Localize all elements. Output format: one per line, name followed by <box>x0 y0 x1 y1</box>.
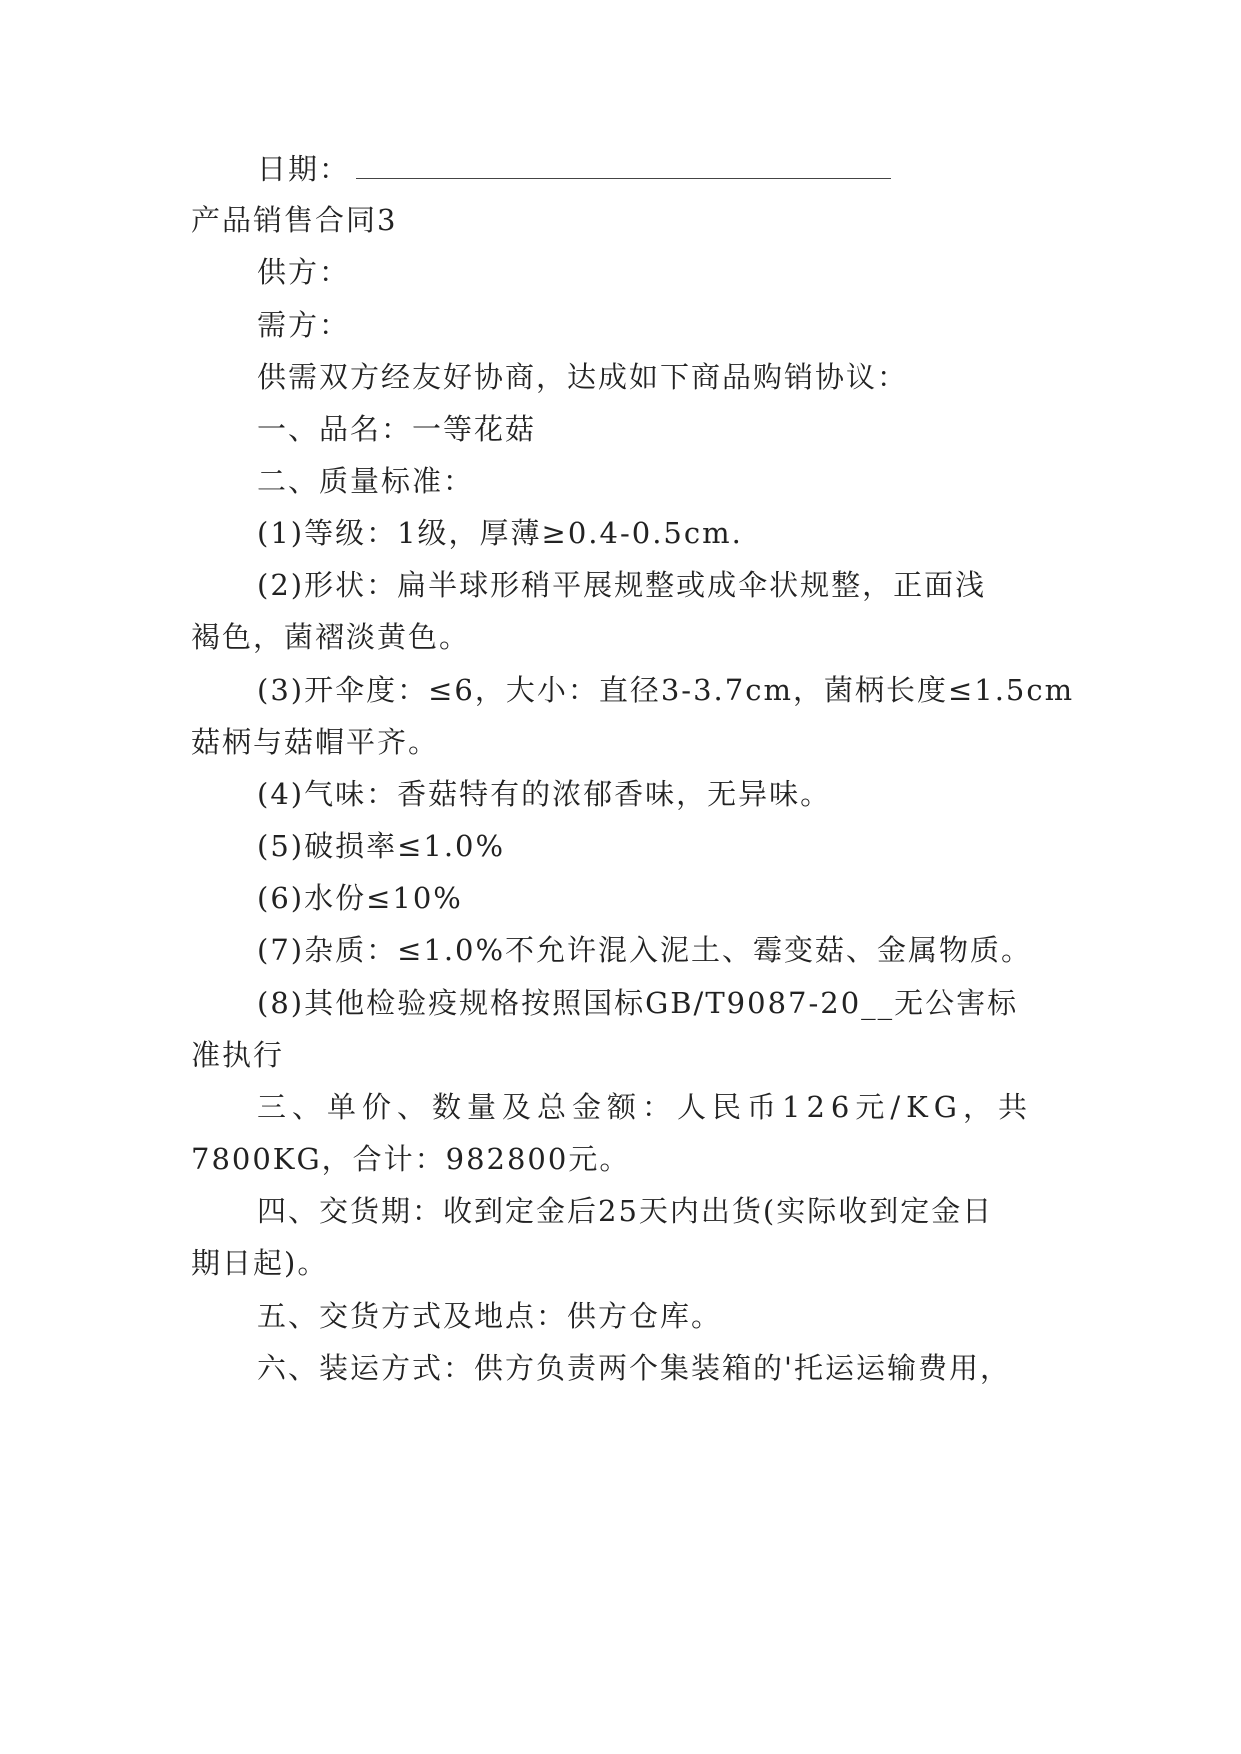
quality-standard-heading: 二、质量标准： <box>257 464 475 498</box>
price-quantity-line1: 三、单价、数量及总金额：人民币126元/KG，共 <box>257 1090 1033 1124</box>
buyer-line: 需方： <box>257 308 351 342</box>
supplier-line: 供方： <box>257 255 351 289</box>
quality-item-2-line2: 褐色，菌褶淡黄色。 <box>191 620 471 654</box>
quality-item-2-line1: (2)形状：扁半球形稍平展规整或成伞状规整，正面浅 <box>257 568 987 602</box>
product-name-line: 一、品名：一等花菇 <box>257 412 537 446</box>
contract-title: 产品销售合同3 <box>191 203 398 237</box>
delivery-period-line1: 四、交货期：收到定金后25天内出货(实际收到定金日 <box>257 1194 994 1228</box>
delivery-period-line2: 期日起)。 <box>191 1246 329 1280</box>
date-line <box>257 151 891 187</box>
quality-item-1: (1)等级：1级，厚薄≥0.4-0.5cm. <box>257 516 743 550</box>
quality-item-5: (5)破损率≤1.0% <box>257 829 506 863</box>
quality-item-4: (4)气味：香菇特有的浓郁香味，无异味。 <box>257 777 832 811</box>
date-label: 日期： <box>257 152 351 186</box>
quality-item-8-line1: (8)其他检验疫规格按照国标GB/T9087-20__无公害标 <box>257 986 1019 1020</box>
quality-item-7: (7)杂质：≤1.0%不允许混入泥土、霉变菇、金属物质。 <box>257 933 1033 967</box>
date-blank <box>356 152 891 179</box>
quality-item-3-line1: (3)开伞度：≤6，大小：直径3-3.7cm，菌柄长度≤1.5cm <box>257 673 1075 707</box>
intro-line: 供需双方经友好协商，达成如下商品购销协议： <box>257 360 909 394</box>
quality-item-3-line2: 菇柄与菇帽平齐。 <box>191 725 440 759</box>
quality-item-6: (6)水份≤10% <box>257 881 463 915</box>
quality-item-8-line2: 准执行 <box>191 1038 285 1072</box>
shipping-method-line: 六、装运方式：供方负责两个集装箱的'托运运输费用， <box>257 1351 1011 1385</box>
price-quantity-line2: 7800KG，合计：982800元。 <box>191 1142 631 1176</box>
delivery-method-line: 五、交货方式及地点：供方仓库。 <box>257 1299 723 1333</box>
